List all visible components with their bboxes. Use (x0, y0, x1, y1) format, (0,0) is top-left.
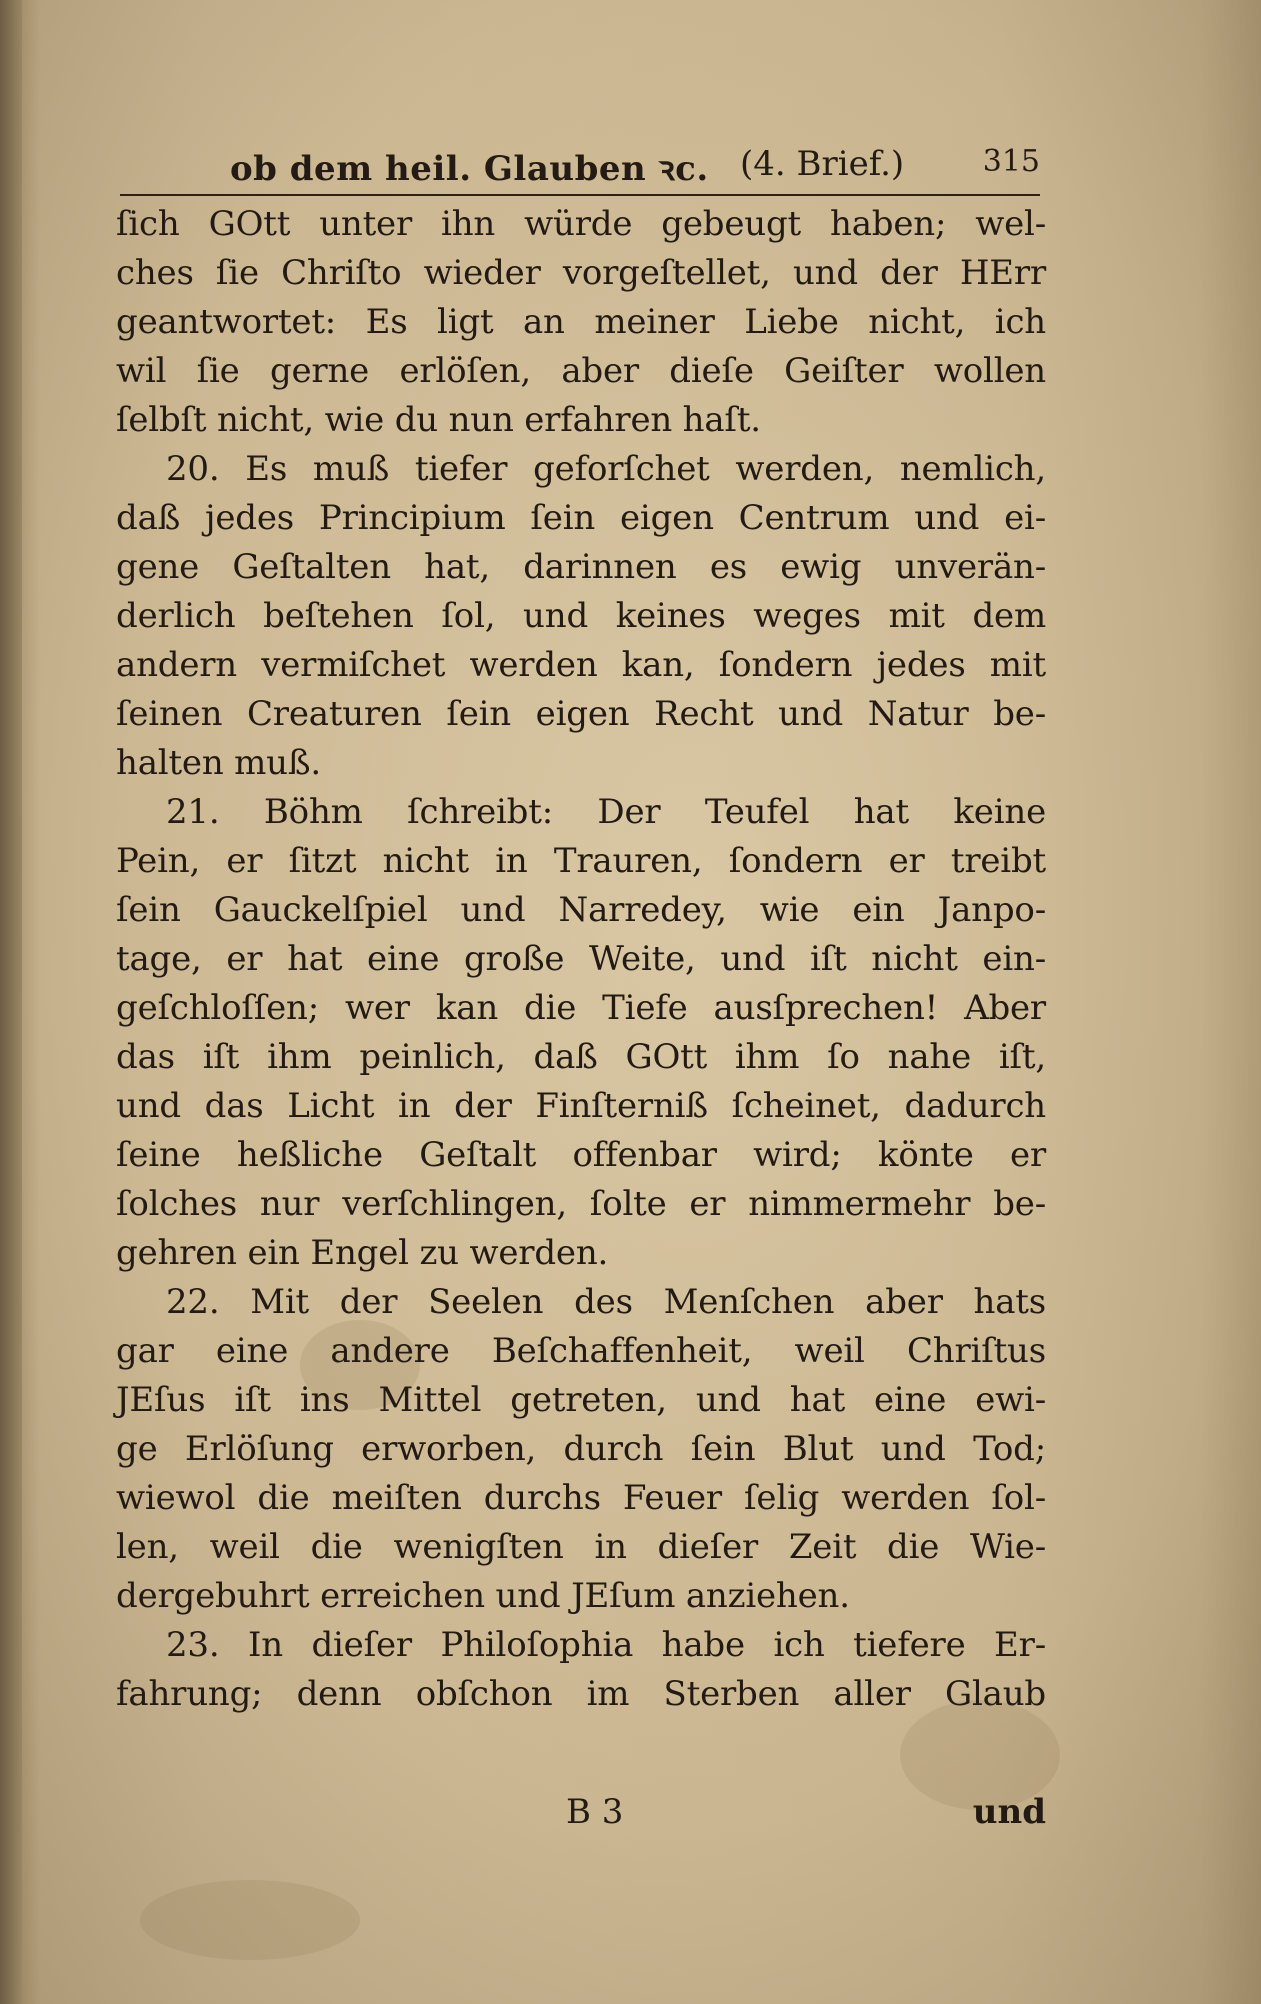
text-line: daß jedes Principium ſein eigen Centrum und ei- (116, 498, 1046, 538)
text-line: JEſus iſt ins Mittel getreten, und hat eine ewi- (116, 1380, 1046, 1420)
paper-stain (140, 1880, 360, 1960)
text-line: und das Licht in der Finſterniß ſcheinet, dadurch (116, 1086, 1046, 1126)
text-line: ſeinen Creaturen ſein eigen Recht und Natur be- (116, 694, 1046, 734)
text-line: ſolches nur verſchlingen, ſolte er nimmermehr be- (116, 1184, 1046, 1224)
text-line: ches ſie Chriſto wieder vorgeſtellet, und der HErr (116, 253, 1046, 293)
letter-reference: (4. Brief.) (740, 144, 905, 184)
text-line: andern vermiſchet werden kan, ſondern jedes mit (116, 645, 1046, 685)
paragraph-21-start: 21. Böhm ſchreibt: Der Teufel hat keine (166, 792, 1046, 832)
paragraph-23-start: 23. In dieſer Philoſophia habe ich tiefere Er- (166, 1625, 1046, 1665)
text-line: ge Erlöſung erworben, durch ſein Blut und Tod; (116, 1429, 1046, 1469)
text-line: gehren ein Engel zu werden. (116, 1233, 609, 1273)
text-line: derlich beſtehen ſol, und keines weges mit dem (116, 596, 1046, 636)
text-line: halten muß. (116, 743, 321, 783)
page-footer (116, 1792, 1046, 1842)
text-line: len, weil die wenigſten in dieſer Zeit die Wie- (116, 1527, 1046, 1567)
text-line: geſchloſſen; wer kan die Tiefe ausſprechen! Aber (116, 988, 1046, 1028)
text-line: wil ſie gerne erlöſen, aber dieſe Geiſter wollen (116, 351, 1046, 391)
text-line: ſeine heßliche Geſtalt offenbar wird; könte er (116, 1135, 1046, 1175)
text-line: tage, er hat eine große Weite, und iſt nicht ein- (116, 939, 1046, 979)
text-line: gar eine andere Beſchaffenheit, weil Chriſtus (116, 1331, 1046, 1371)
paragraph-20-start: 20. Es muß tiefer geforſchet werden, nemlich, (166, 449, 1046, 489)
text-line: ſich GOtt unter ihn würde gebeugt haben; wel- (116, 204, 1046, 244)
text-line: ſelbſt nicht, wie du nun erfahren haſt. (116, 400, 761, 440)
text-line: fahrung; denn obſchon im Sterben aller Glaub (116, 1674, 1046, 1714)
catchword: und (972, 1792, 1046, 1832)
text-line: ſein Gauckelſpiel und Narredey, wie ein Janpo- (116, 890, 1046, 930)
header-rule (120, 194, 1040, 196)
body-text (116, 200, 1046, 1719)
text-line: gene Geſtalten hat, darinnen es ewig unverän- (116, 547, 1046, 587)
text-line: wiewol die meiſten durchs Feuer ſelig werden ſol- (116, 1478, 1046, 1518)
page-number: 315 (982, 144, 1040, 179)
signature-mark: B 3 (566, 1792, 624, 1832)
page-header (120, 140, 1040, 200)
text-line: dergebuhrt erreichen und JEſum anziehen. (116, 1576, 850, 1616)
running-title: ob dem heil. Glauben ꝛc. (230, 149, 709, 189)
text-line: das iſt ihm peinlich, daß GOtt ihm ſo nahe iſt, (116, 1037, 1046, 1077)
text-line: geantwortet: Es ligt an meiner Liebe nicht, ich (116, 302, 1046, 342)
paragraph-22-start: 22. Mit der Seelen des Menſchen aber hats (166, 1282, 1046, 1322)
text-line: Pein, er ſitzt nicht in Trauren, ſondern er treibt (116, 841, 1046, 881)
book-gutter (0, 0, 22, 2004)
